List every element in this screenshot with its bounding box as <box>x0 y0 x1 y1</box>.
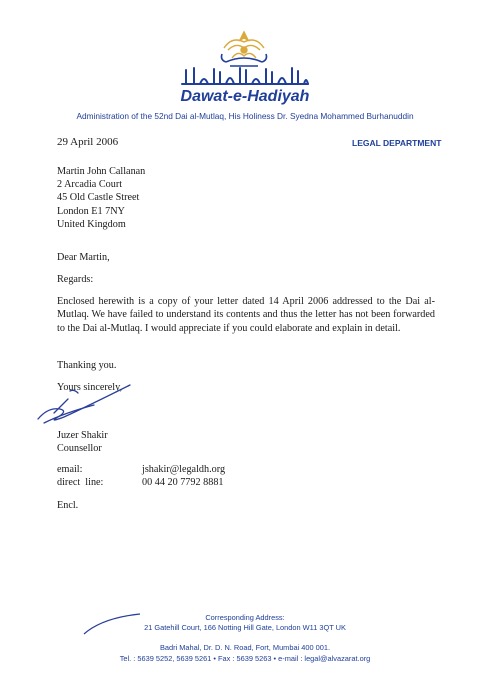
crest-icon <box>218 28 270 68</box>
regards: Regards: <box>57 274 94 285</box>
footer-contacts: Tel. : 5639 5252, 5639 5261 • Fax : 5639 5263 • e-mail : legal@alvazarat.org <box>119 654 371 663</box>
recipient-address <box>57 165 145 231</box>
footer-address-uk: 21 Gatehill Court, 166 Notting Hill Gate, London W11 3QT UK <box>144 623 346 632</box>
organization-subtitle: Administration of the 52nd Dai al-Mutlaq, His Holiness Dr. Syedna Mohammed Burhanuddin <box>76 111 414 121</box>
organization-name: Dawat-e-Hadiyah <box>180 88 310 105</box>
recipient-name: Martin John Callanan <box>57 166 146 177</box>
letter-date: 29 April 2006 <box>57 136 119 148</box>
salutation: Dear Martin, <box>57 252 110 263</box>
phone-number: 00 44 20 7792 8881 <box>142 477 224 488</box>
footer-address-india: Badri Mahal, Dr. D. N. Road, Fort, Mumbai 400 001. <box>159 643 331 652</box>
thanks-line: Thanking you. <box>57 360 117 371</box>
signatory-name: Juzer Shakir <box>57 430 108 441</box>
department-label: LEGAL DEPARTMENT <box>352 138 442 148</box>
signatory-title: Counsellor <box>57 443 102 454</box>
recipient-line: London E1 7NY <box>57 205 125 217</box>
recipient-line: 2 Arcadia Court <box>57 179 123 191</box>
closing-line: Yours sincerely, <box>57 382 123 393</box>
signature-mark <box>34 383 134 428</box>
phone-label: direct line: <box>57 477 104 488</box>
email-label: email: <box>57 464 83 475</box>
recipient-line: 45 Old Castle Street <box>57 192 140 204</box>
body-paragraph: Enclosed herewith is a copy of your letter dated 14 April 2006 addressed to the Dai al-Mutlaq. We have failed to understand its contents and thus the letter has not been forwarded to the Dai al-Mutlaq. I would appreciate if you could elaborate and explain in detail. <box>57 296 435 334</box>
enclosure-note: Encl. <box>57 500 79 511</box>
calligraphy-logo <box>178 64 312 88</box>
footer-heading: Corresponding Address: <box>205 613 285 622</box>
recipient-line: United Kingdom <box>57 218 126 230</box>
email-address[interactable]: jshakir@legaldh.org <box>142 464 226 475</box>
